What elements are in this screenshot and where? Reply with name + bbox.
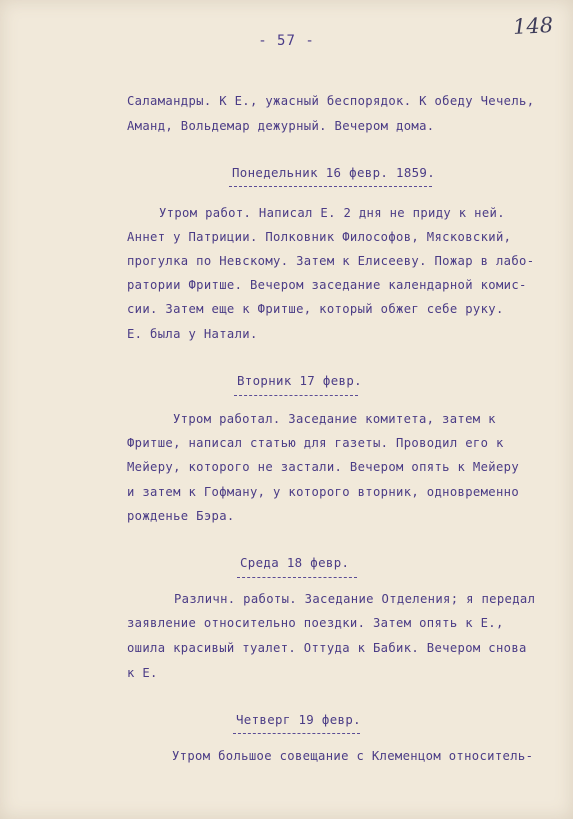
paragraph-line: Е. была у Натали. [127, 327, 258, 341]
paragraph-line: Аннет у Патриции. Полковник Философов, Мясковский, [127, 230, 512, 244]
paragraph-line: Утром работал. Заседание комитета, затем к [173, 412, 496, 426]
heading-underline [237, 577, 357, 578]
paragraph-line: заявление относительно поездки. Затем опять к Е., [127, 616, 504, 630]
paragraph-line: сии. Затем еще к Фритше, который обжег себе руку. [127, 302, 504, 316]
paragraph-line: Аманд, Вольдемар дежурный. Вечером дома. [127, 119, 435, 133]
paragraph-line: и затем к Гофману, у которого вторник, одновременно [127, 485, 520, 499]
entry-heading: Четверг 19 февр. [236, 712, 361, 727]
entry-heading: Понедельник 16 февр. 1859. [232, 165, 436, 180]
heading-underline [233, 733, 360, 734]
paragraph-line: ошила красивый туалет. Оттуда к Бабик. Вечером снова [127, 641, 527, 655]
archive-folio-number: 148 [512, 12, 554, 40]
paragraph-line: прогулка по Невскому. Затем к Елисееву. Пожар в лабо- [127, 254, 535, 268]
paragraph-line: Утром работ. Написал Е. 2 дня не приду к ней. [159, 206, 505, 220]
paragraph-line: Различн. работы. Заседание Отделения; я передал [174, 592, 536, 606]
entry-heading: Вторник 17 февр. [237, 373, 362, 388]
paragraph-line: Саламандры. К Е., ужасный беспорядок. К обеду Чечель, [127, 94, 535, 108]
paragraph-line: ратории Фритше. Вечером заседание календарной комис- [127, 278, 527, 292]
paragraph-line: Утром большое совещание с Клеменцом относитель- [172, 749, 534, 763]
paragraph-line: Мейеру, которого не застали. Вечером опять к Мейеру [127, 460, 520, 474]
page-number: - 57 - [258, 33, 315, 49]
heading-underline [229, 186, 432, 187]
paragraph-line: рожденье Бэра. [127, 509, 235, 523]
entry-heading: Среда 18 февр. [240, 555, 350, 570]
paragraph-line: к Е. [127, 666, 158, 680]
paragraph-line: Фритше, написал статью для газеты. Проводил его к [127, 436, 504, 450]
heading-underline [234, 395, 358, 396]
